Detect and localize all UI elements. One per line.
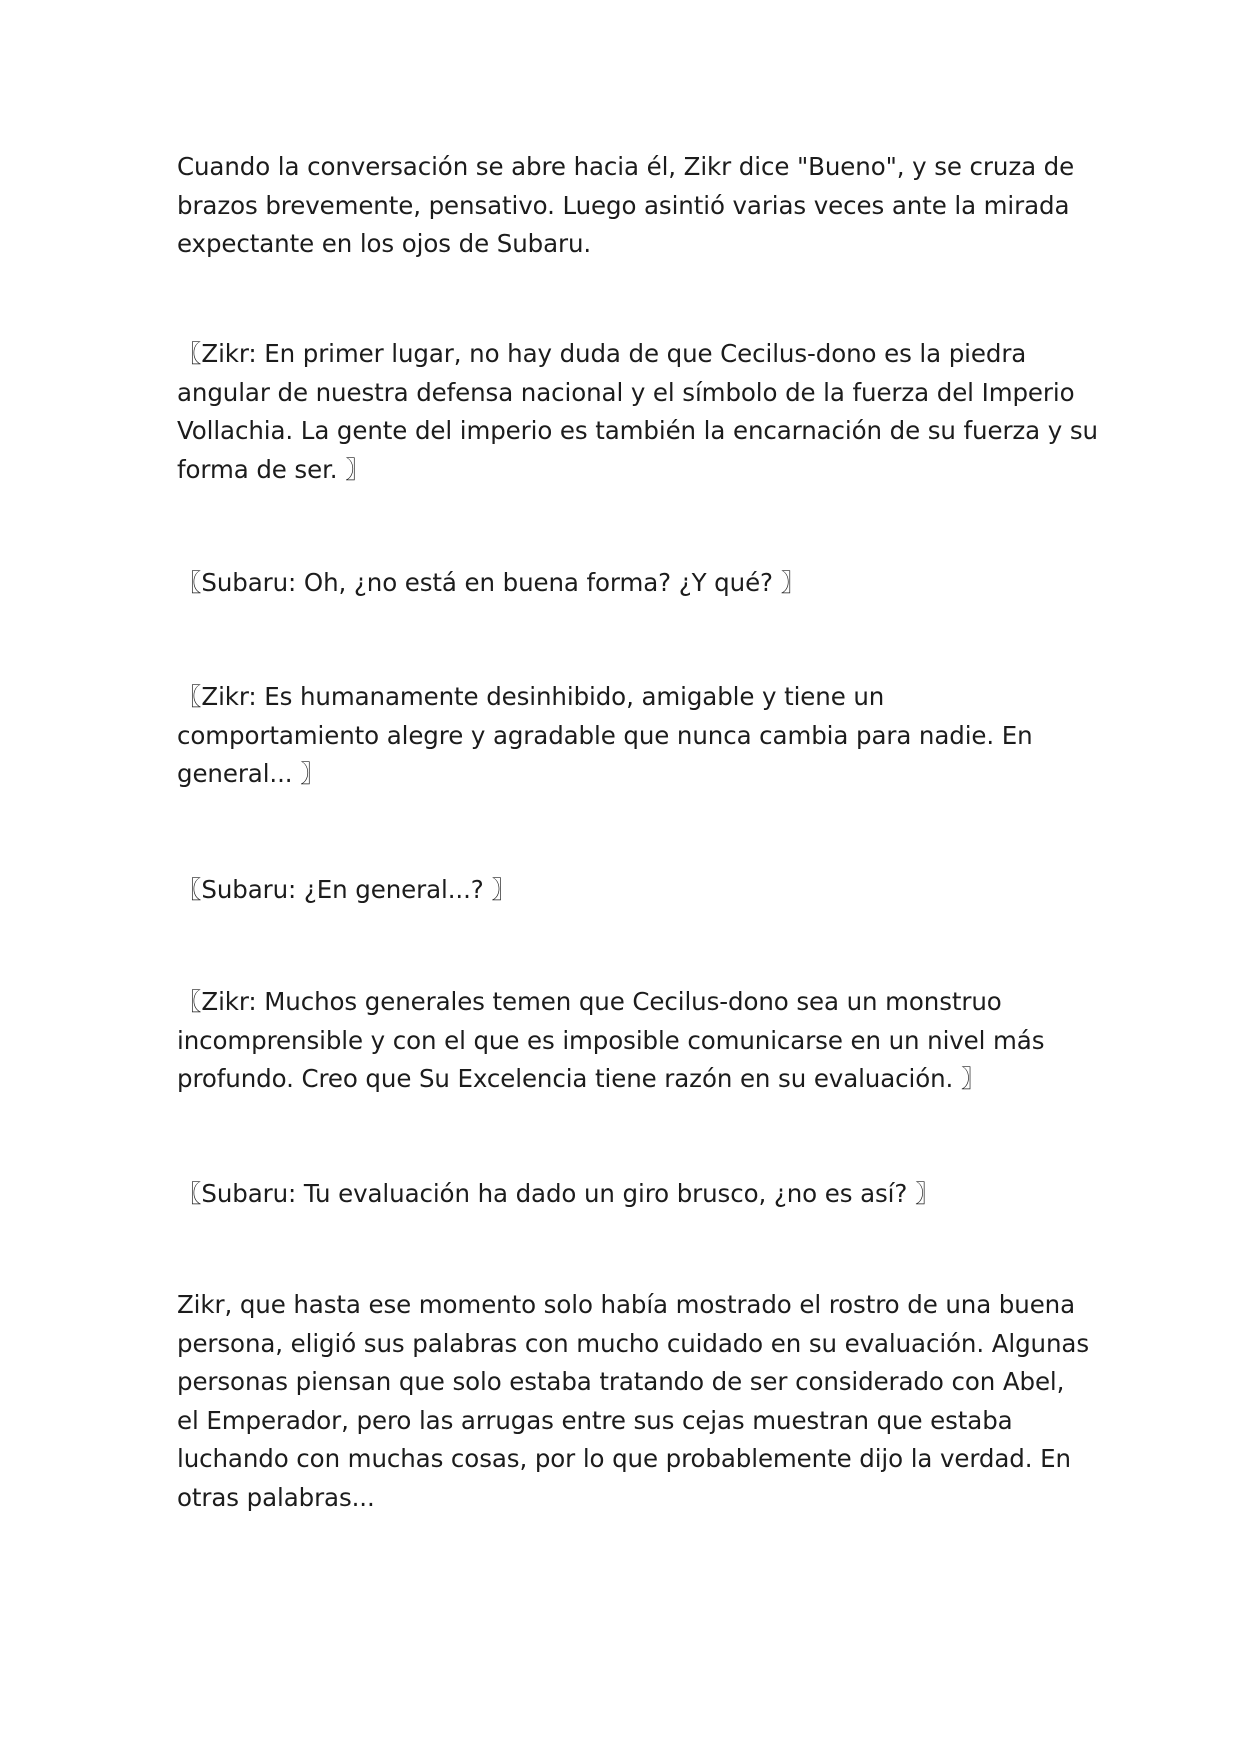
text-line: 〖Subaru: ¿En general...? 〗 xyxy=(177,875,516,904)
text-line: luchando con muchas cosas, por lo que probablemente dijo la verdad. En xyxy=(177,1444,1071,1474)
dialogue-subaru-1 xyxy=(177,564,1077,603)
text-line: expectante en los ojos de Subaru. xyxy=(177,229,592,259)
text-line: otras palabras... xyxy=(177,1482,375,1512)
dialogue-zikr-3 xyxy=(177,983,1077,1099)
dialogue-subaru-3 xyxy=(177,1175,1077,1214)
text-line: 〖Subaru: Tu evaluación ha dado un giro brusco, ¿no es así? 〗 xyxy=(177,1179,940,1208)
text-line: profundo. Creo que Su Excelencia tiene razón en su evaluación. 〗 xyxy=(177,1064,986,1094)
dialogue-zikr-1 xyxy=(177,335,1098,489)
text-line: 〖Zikr: Muchos generales temen que Cecilus-dono sea un monstruo xyxy=(177,987,1002,1016)
narration-paragraph-1 xyxy=(177,148,1077,264)
text-line: forma de ser. 〗 xyxy=(177,454,370,484)
text-line: Cuando la conversación se abre hacia él, Zikr dice "Bueno", y se cruza de xyxy=(177,152,1075,181)
dialogue-zikr-2 xyxy=(177,678,1077,794)
text-line: 〖Subaru: Oh, ¿no está en buena forma? ¿Y qué? 〗 xyxy=(177,568,806,597)
text-line: brazos brevemente, pensativo. Luego asintió varias veces ante la mirada xyxy=(177,190,1070,220)
text-line: 〖Zikr: En primer lugar, no hay duda de que Cecilus-dono es la piedra xyxy=(177,339,1027,368)
text-line: angular de nuestra defensa nacional y el símbolo de la fuerza del Imperio xyxy=(177,377,1075,407)
narration-paragraph-2 xyxy=(177,1286,1089,1518)
text-line: general... 〗 xyxy=(177,759,325,789)
text-line: Zikr, que hasta ese momento solo había mostrado el rostro de una buena xyxy=(177,1290,1076,1319)
text-line: 〖Zikr: Es humanamente desinhibido, amigable y tiene un xyxy=(177,682,885,711)
text-line: Vollachia. La gente del imperio es también la encarnación de su fuerza y su xyxy=(177,416,1098,446)
text-line: persona, eligió sus palabras con mucho cuidado en su evaluación. Algunas xyxy=(177,1328,1089,1358)
text-line: incomprensible y con el que es imposible comunicarse en un nivel más xyxy=(177,1025,1045,1055)
text-line: personas piensan que solo estaba tratando de ser considerado con Abel, xyxy=(177,1367,1065,1397)
text-line: el Emperador, pero las arrugas entre sus cejas muestran que estaba xyxy=(177,1405,1013,1435)
text-line: comportamiento alegre y agradable que nunca cambia para nadie. En xyxy=(177,720,1033,750)
dialogue-subaru-2 xyxy=(177,871,1077,910)
